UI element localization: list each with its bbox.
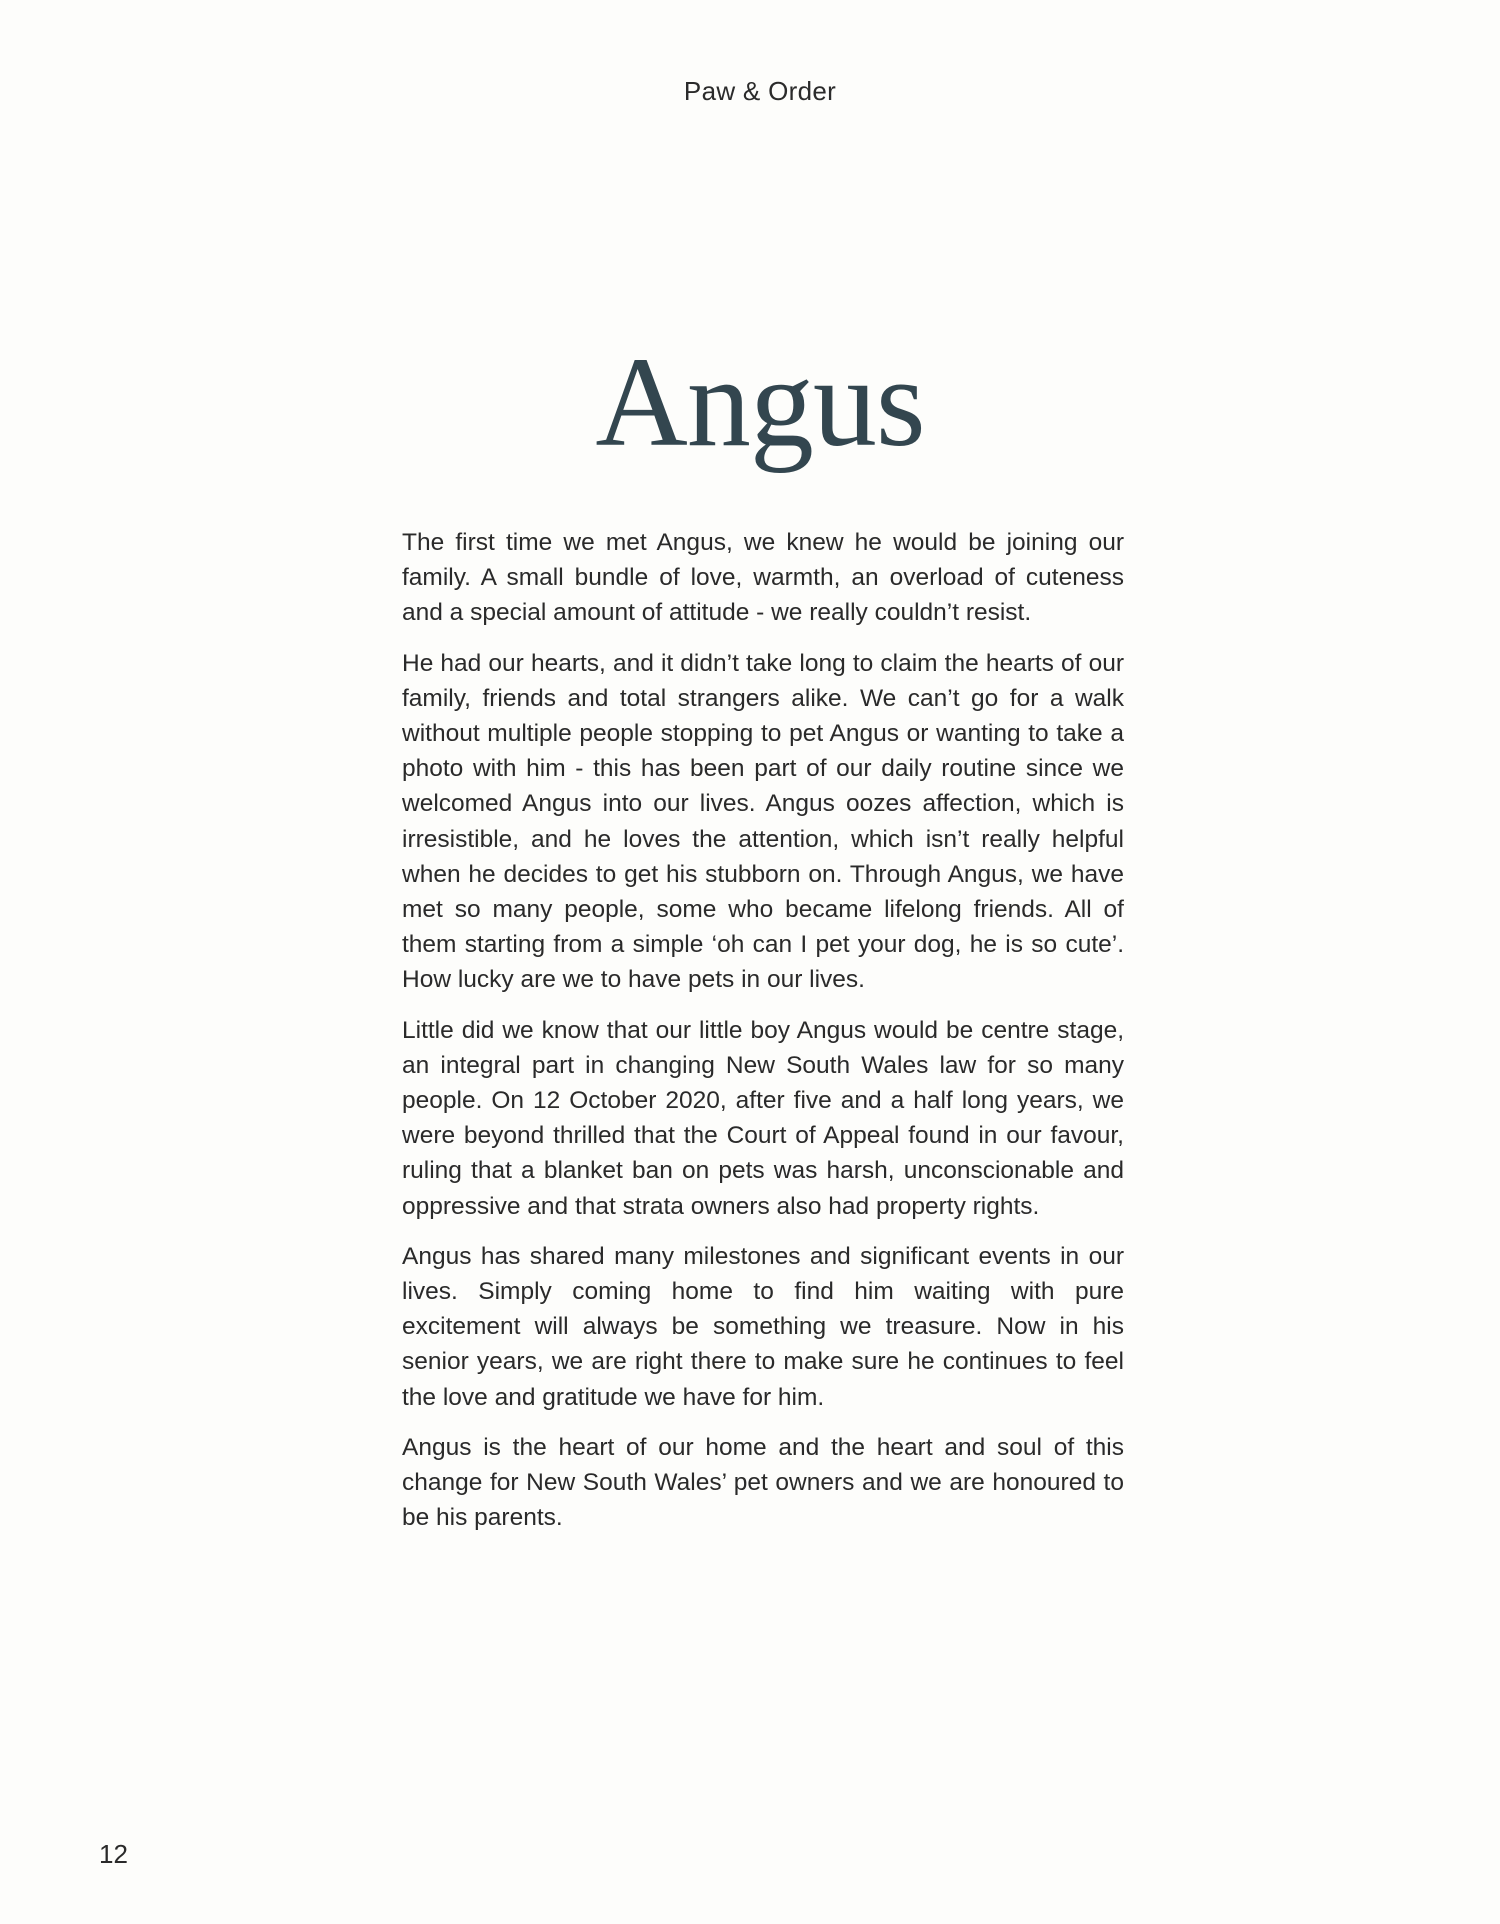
article-paragraph: He had our hearts, and it didn’t take long to claim the hearts of our family, friends and total strangers alike. We can’t go for a walk without multiple people stopping to pet Angus or wanting to take a photo with him - this has been part of our daily routine since we welcomed Angus into our lives. Angus oozes affection, which is irresistible, and he loves the attention, which isn’t really helpful when he decides to get his stubborn on. Through Angus, we have met so many people, some who became lifelong friends. All of them starting from a simple ‘oh can I pet your dog, he is so cute’. How lucky are we to have pets in our lives. xyxy=(402,649,1124,994)
article-title: Angus xyxy=(595,331,925,473)
running-header: Paw & Order xyxy=(683,76,837,106)
page-number: 12 xyxy=(99,1839,128,1869)
article-paragraph: Angus is the heart of our home and the heart and soul of this change for New South Wales’ pet owners and we are honoured to be his parents. xyxy=(402,1433,1124,1532)
article-paragraph: Angus has shared many milestones and significant events in our lives. Simply coming home to find him waiting with pure excitement will always be something we treasure. Now in his senior years, we are right there to make sure he continues to feel the love and gratitude we have for him. xyxy=(402,1242,1124,1411)
article-paragraph: The first time we met Angus, we knew he would be joining our family. A small bundle of love, warmth, an overload of cuteness and a special amount of attitude - we really couldn’t resist. xyxy=(402,529,1124,627)
article-body xyxy=(402,525,1124,1550)
article-paragraph: Little did we know that our little boy Angus would be centre stage, an integral part in changing New South Wales law for so many people. On 12 October 2020, after five and a half long years, we were beyond thrilled that the Court of Appeal found in our favour, ruling that a blanket ban on pets was harsh, unconscionable and oppressive and that strata owners also had property rights. xyxy=(402,1016,1124,1220)
